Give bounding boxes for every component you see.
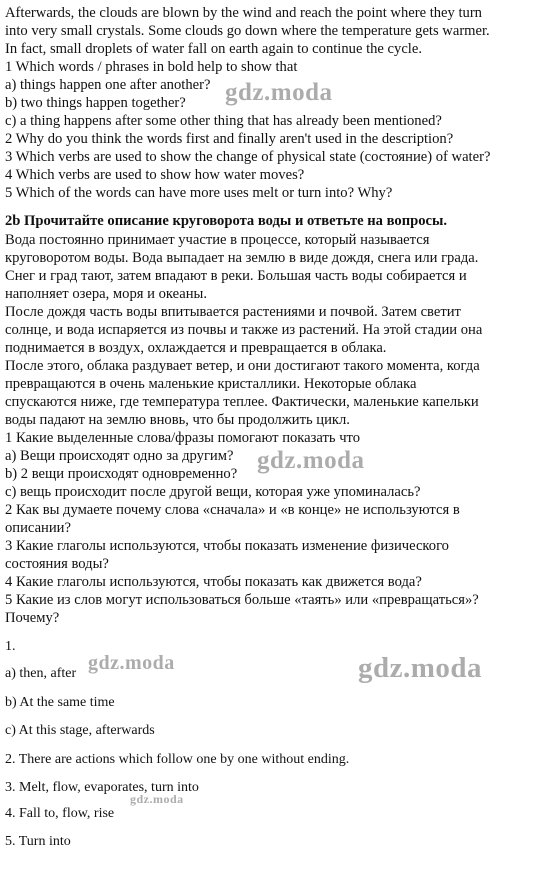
text-line: поднимается в воздух, охлаждается и превращается в облака. [5,340,387,356]
answer-item: 3. Melt, flow, evaporates, turn into [5,780,199,795]
question-line: 3 Which verbs are used to show the change of physical state (состояние) of water? [5,149,491,165]
text-line: Afterwards, the clouds are blown by the wind and reach the point where they turn [5,5,482,21]
text-line: into very small crystals. Some clouds go down where the temperature gets warmer. [5,23,490,39]
text-line: превращаются в очень маленькие кристаллики. Некоторые облака [5,376,417,392]
question-line: c) a thing happens after some other thing that has already been mentioned? [5,113,442,129]
section-heading: 2b Прочитайте описание круговорота воды и ответьте на вопросы. [5,213,448,229]
question-line: описании? [5,520,71,536]
text-line: спускаются ниже, где температура теплее. Фактически, маленькие капельки [5,394,479,410]
text-line: После дождя часть воды впитывается растениями и почвой. Затем светит [5,304,461,320]
text-line: воды падают на землю вновь, что бы продолжить цикл. [5,412,350,428]
question-line: b) 2 вещи происходят одновременно? [5,466,238,482]
text-line: Вода постоянно принимает участие в процессе, который называется [5,232,430,248]
question-line: 2 Why do you think the words first and finally aren't used in the description? [5,131,454,147]
text-line: После этого, облака раздувает ветер, и они достигают такого момента, когда [5,358,480,374]
watermark: gdz.moda [358,652,483,684]
question-line: а) Вещи происходят одно за другим? [5,448,234,464]
watermark: gdz.moda [88,652,175,674]
text-line: солнце, и вода испаряется из почвы и также из растений. На этой стадии она [5,322,483,338]
question-line: состояния воды? [5,556,109,572]
question-line: b) two things happen together? [5,95,186,111]
question-line: 4 Which verbs are used to show how water moves? [5,167,305,183]
question-line: 5 Which of the words can have more uses melt or turn into? Why? [5,185,393,201]
answer-item: a) then, after [5,666,77,681]
text-line: круговоротом воды. Вода выпадает на землю в виде дождя, снега или града. [5,250,479,266]
question-line: 1 Какие выделенные слова/фразы помогают показать что [5,430,361,446]
answer-item: b) At the same time [5,695,115,710]
question-line: a) things happen one after another? [5,77,211,93]
text-line: In fact, small droplets of water fall on earth again to continue the cycle. [5,41,422,57]
question-line: 1 Which words / phrases in bold help to show that [5,59,298,75]
text-line: наполняет озера, моря и океаны. [5,286,207,302]
text-line: Снег и град тают, затем впадают в реки. Большая часть воды собирается и [5,268,467,284]
watermark: gdz.moda [225,79,333,106]
answer-item: 5. Turn into [5,834,71,849]
answer-item: 2. There are actions which follow one by one without ending. [5,752,350,767]
watermark: gdz.moda [130,792,184,806]
answer-item: c) At this stage, afterwards [5,723,155,738]
answer-item: 4. Fall to, flow, rise [5,806,115,821]
question-line: Почему? [5,610,60,626]
question-line: c) вещь происходит после другой вещи, которая уже упоминалась? [5,484,421,500]
answers-number: 1. [5,639,16,654]
question-line: 3 Какие глаголы используются, чтобы показать изменение физического [5,538,449,554]
watermark: gdz.moda [257,447,365,474]
question-line: 4 Какие глаголы используются, чтобы показать как движется вода? [5,574,422,590]
question-line: 5 Какие из слов могут использоваться больше «таять» или «превращаться»? [5,592,479,608]
question-line: 2 Как вы думаете почему слова «сначала» и «в конце» не используются в [5,502,460,518]
